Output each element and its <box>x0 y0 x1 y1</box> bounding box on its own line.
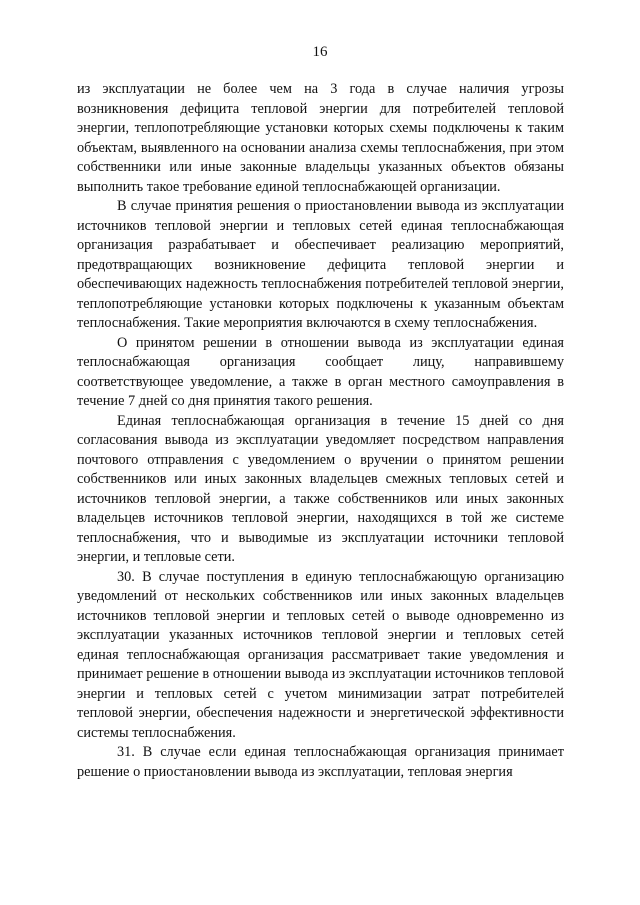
page-number: 16 <box>312 44 328 60</box>
paragraph-continuation: из эксплуатации не более чем на 3 года в случае наличия угрозы возникновения дефицита тепловой энергии для потребителей тепловой энергии, теплопотребляющие установки которых схемы подключены к таким объектам, выявленного на основании анализа схемы теплоснабжения, при этом собственники или иные законные владельцы указанных объектов обязаны выполнить такое требование единой теплоснабжающей организации. <box>77 81 564 195</box>
paragraph-decision-notice: О принятом решении в отношении вывода из эксплуатации единая теплоснабжающая организация сообщает лицу, направившему соответствующее уведомление, а также в орган местного самоуправления в течение 7 дней со дня принятия такого решения. <box>77 334 564 409</box>
paragraph-item-31: 31. В случае если единая теплоснабжающая организация принимает решение о приостановлении вывода из эксплуатации, тепловая энергия <box>77 744 564 780</box>
paragraph-item-30: 30. В случае поступления в единую теплоснабжающую организацию уведомлений от нескольких собственников или иных законных владельцев источников тепловой энергии и тепловых сетей о выводе одновременно из эксплуатации указанных источников тепловой энергии и тепловых сетей единая теплоснабжающая организация рассматривает такие уведомления и принимает решение в отношении вывода из эксплуатации источников тепловой энергии и тепловых сетей с учетом минимизации затрат потребителей тепловой энергии, обеспечения надежности и энергетической эффективности системы теплоснабжения. <box>77 568 564 741</box>
document-body <box>77 80 564 782</box>
paragraph-suspension-measures: В случае принятия решения о приостановлении вывода из эксплуатации источников тепловой энергии и тепловых сетей единая теплоснабжающая организация разрабатывает и обеспечивает реализацию мероприятий, предотвращающих возникновение дефицита тепловой энергии и обеспечивающих надежность теплоснабжения потребителей тепловой энергии, теплопотребляющие установки которых подключены к указанным объектам теплоснабжения. Такие мероприятия включаются в схему теплоснабжения. <box>77 198 564 331</box>
paragraph-owner-notification: Единая теплоснабжающая организация в течение 15 дней со дня согласования вывода из эксплуатации уведомляет посредством направления почтового отправления с уведомлением о вручении о принятом решении собственников или иных законных владельцев смежных тепловых сетей и источников тепловой энергии, а также собственников или иных законных владельцев источников тепловой энергии, находящихся в той же системе теплоснабжения, что и выводимые из эксплуатации источники тепловой энергии, и тепловые сети. <box>77 412 564 565</box>
